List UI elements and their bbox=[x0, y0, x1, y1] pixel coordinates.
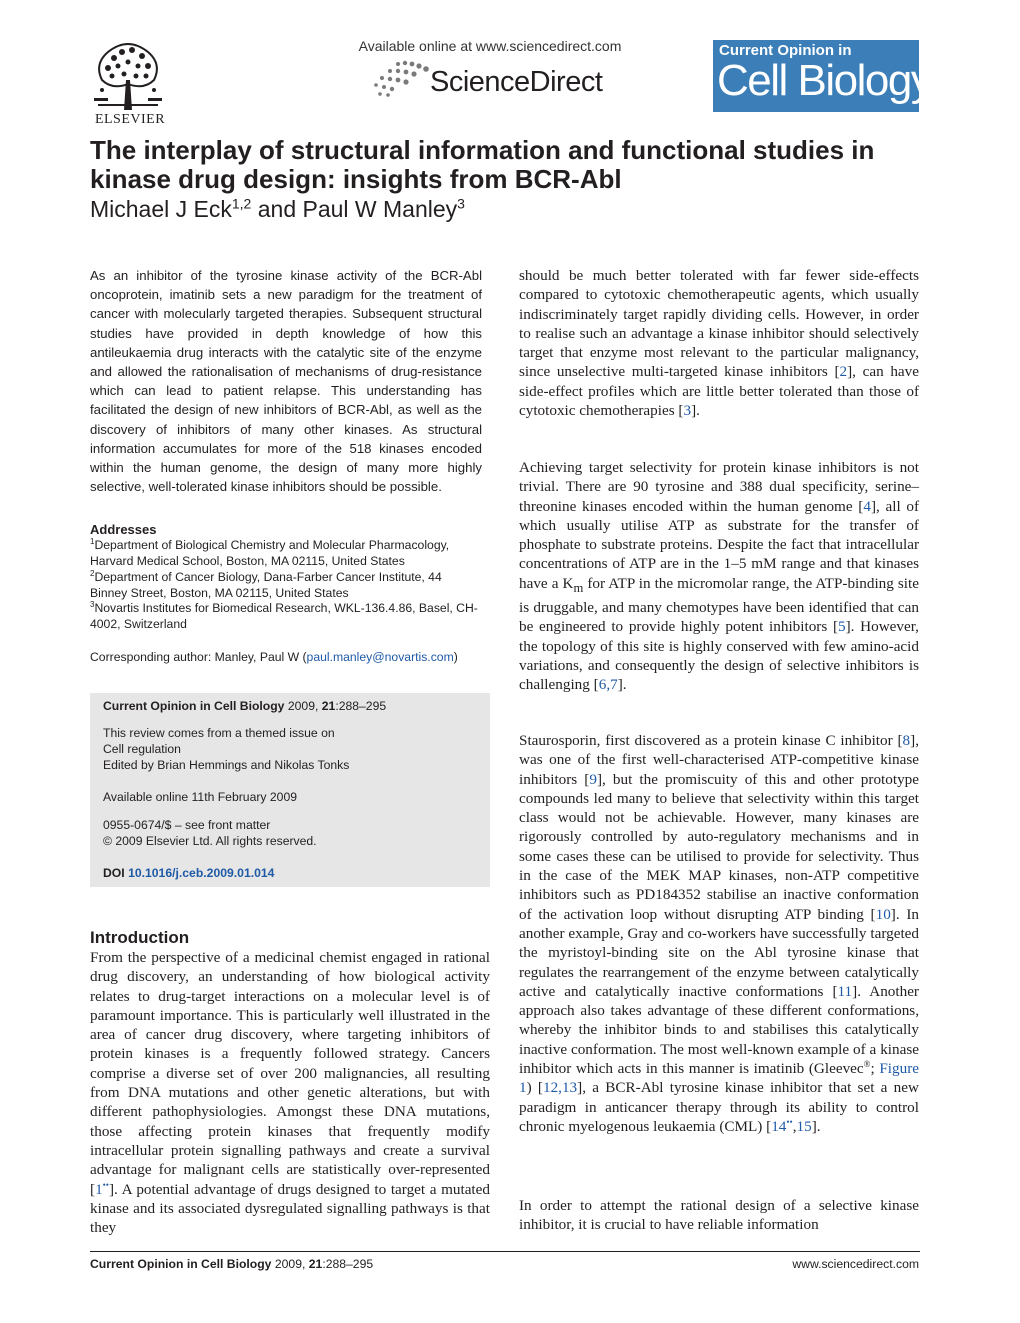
citation-link[interactable]: 2 bbox=[839, 363, 848, 381]
footer-journal-citation bbox=[90, 1257, 373, 1271]
body-paragraph: In order to attempt the rational design of a selective kinase inhibitor, it is crucial to have reliable information bbox=[519, 1197, 919, 1234]
address-item bbox=[90, 570, 482, 601]
journal-badge bbox=[713, 40, 932, 112]
citation-link[interactable]: 15 bbox=[796, 1117, 812, 1135]
corresponding-label: Corresponding author: Manley, Paul W ( bbox=[90, 650, 307, 664]
citation-link[interactable]: 11 bbox=[837, 982, 853, 1000]
address-text: Department of Biological Chemistry and Molecular Pharmacology, Harvard Medical School, Boston, MA 02115, United States bbox=[90, 538, 450, 568]
info-doi bbox=[103, 865, 483, 881]
author-name[interactable]: Michael J Eck bbox=[90, 196, 232, 222]
intro-paragraph bbox=[90, 948, 490, 1237]
info-journal-citation bbox=[103, 698, 483, 714]
author-name[interactable]: Paul W Manley bbox=[302, 196, 458, 222]
publisher-name: ELSEVIER bbox=[94, 112, 166, 127]
author-affiliation-sup[interactable]: 3 bbox=[457, 195, 465, 212]
info-journal-name: Current Opinion in Cell Biology bbox=[103, 699, 285, 713]
abstract: As an inhibitor of the tyrosine kinase activity of the BCR-Abl oncoprotein, imatinib sets a new paradigm for the treatment of cancer with molecularly targeted therapies. Subsequent structural studies have provided in depth knowledge of how this antileukaemia drug interacts with the catalytic site of the enzyme and allowed the rationalisation of mechanisms of drug-resistance which can lead to patient relapse. This understanding has facilitated the design of new inhibitors of BCR-Abl, as well as the discovery of inhibitors of many other kinases. As structural information accumulates for more of the 518 kinases encoded within the human genome, the design of many more highly selective, well-tolerated kinase inhibitors should be possible. bbox=[90, 268, 482, 495]
body-text: ], but the promiscuity of this and other prototype compounds led many to believe that selectivity within this target class would not be achievable. However, many kinases are rigorously controlled by auto-regulatory mechanisms and in some cases these can be utilised to provide for selectivity. Thus in the case of the MEK MAP kinases, non-ATP competitive inhibitors such as PD184352 stabilise an inactive conformation of the activation loop without disrupting ATP binding [ bbox=[519, 770, 919, 923]
info-journal-volume: 21 bbox=[321, 699, 336, 713]
available-online-text[interactable]: Available online at www.sciencedirect.com bbox=[358, 38, 622, 54]
body-text: ]. In another example, Gray and co-workers have successfully targeted the myristoyl-binding site on the Abl tyrosine kinase that regulates the rearrangement of the enzyme between catalytically active and catalytically inactive conformations [ bbox=[519, 905, 919, 1000]
citation-link[interactable]: 6,7 bbox=[598, 676, 618, 694]
body-text: Staurosporin, first discovered as a protein kinase C inhibitor [ bbox=[519, 732, 903, 749]
citation-link[interactable]: 1 bbox=[95, 1180, 103, 1198]
citation-link[interactable]: 8 bbox=[902, 732, 911, 749]
info-theme-name: Cell regulation bbox=[103, 742, 181, 756]
footer-journal-year: 2009, bbox=[271, 1257, 309, 1271]
citation-importance-dots: •• bbox=[102, 1179, 109, 1190]
footer-journal-name: Current Opinion in Cell Biology bbox=[90, 1257, 272, 1271]
sciencedirect-logo[interactable] bbox=[372, 58, 622, 102]
subscript-m: m bbox=[573, 580, 584, 595]
body-text: ]. bbox=[617, 676, 627, 694]
address-number: 2 bbox=[90, 568, 95, 578]
info-journal-pages: :288–295 bbox=[335, 699, 387, 713]
body-text: ]. bbox=[811, 1117, 821, 1135]
footer-journal-volume: 21 bbox=[308, 1257, 323, 1271]
body-text: ]. Another approach also takes advantage of these different conformations, whereby the inhibitor binds to and stabilises this catalytically inactive conformation. The most well-known example of a kinase inhibitor which acts in this manner is imatinib (Gleevec bbox=[519, 982, 919, 1078]
addresses-heading: Addresses bbox=[90, 522, 157, 537]
address-number: 1 bbox=[90, 536, 95, 546]
intro-text-part: From the perspective of a medicinal chemist engaged in rational drug discovery, an understanding of how biological activity relates to drug-target interactions on a molecular level is of paramount importance. This is particularly well illustrated in the area of cancer drug discovery, where targeting inhibitors of protein kinases is a frequently followed strategy. Cancers comprise a diverse set of over 200 malignancies, all resulting from DNA mutations and other genetic alterations, but with different pathophysiologies. Amongst these DNA mutations, those affecting protein kinases that frequently modify intracellular protein signalling pathways and create a survival advantage for malignant cells are statistically over-represented [ bbox=[90, 949, 490, 1198]
citation-link[interactable]: 4 bbox=[863, 497, 871, 515]
footer-divider bbox=[90, 1251, 920, 1252]
body-text: ) [ bbox=[526, 1079, 543, 1097]
info-theme bbox=[103, 725, 483, 773]
author-list bbox=[90, 196, 465, 223]
address-item bbox=[90, 601, 482, 632]
corresponding-close: ) bbox=[453, 650, 458, 664]
body-text: ; bbox=[870, 1060, 880, 1078]
article-info-box bbox=[90, 693, 490, 887]
sciencedirect-wordmark: ScienceDirect bbox=[430, 66, 603, 98]
author-separator: and bbox=[251, 196, 303, 222]
registered-mark: ® bbox=[863, 1058, 871, 1069]
body-text: ], was one of the first well-characterised ATP-competitive kinase inhibitors [ bbox=[519, 732, 919, 788]
body-text: for ATP in the micromolar range, the ATP-binding site is druggable, and many chemotypes have been identified that can be engineered to provide highly potent inhibitors [ bbox=[519, 574, 919, 636]
address-text: Novartis Institutes for Biomedical Research, WKL-136.4.86, Basel, CH-4002, Switzerland bbox=[90, 601, 478, 631]
body-text: , bbox=[792, 1117, 797, 1135]
body-paragraph bbox=[519, 458, 919, 695]
info-copyright bbox=[103, 817, 483, 849]
info-available-date: Available online 11th February 2009 bbox=[103, 790, 298, 804]
body-text: ], a BCR-Abl tyrosine kinase inhibitor that set a new paradigm in anticancer therapy through its ability to control chronic myelogenous leukaemia (CML) [ bbox=[519, 1079, 919, 1135]
citation-link[interactable]: 9 bbox=[589, 770, 597, 788]
intro-text-part: ]. A potential advantage of drugs designed to target a mutated kinase and its associated dysregulated signalling pathways is that they bbox=[90, 1180, 490, 1237]
citation-link[interactable]: 14 bbox=[771, 1117, 787, 1135]
address-text: Department of Cancer Biology, Dana-Farber Cancer Institute, 44 Binney Street, Boston, MA 02115, United States bbox=[90, 570, 442, 600]
journal-badge-line1: Current Opinion in bbox=[719, 42, 852, 59]
body-text: ], all of which usually utilise ATP as substrate for the transfer of phosphate to substrate proteins. Despite the fact that intracellular concentrations of ATP are in the 1–5 mM range and that kinases have a K bbox=[519, 497, 920, 592]
body-text: ]. bbox=[691, 402, 700, 420]
address-number: 3 bbox=[90, 599, 95, 609]
body-paragraph bbox=[519, 731, 919, 1136]
body-text: Achieving target selectivity for protein kinase inhibitors is not trivial. There are 90 tyrosine and 388 dual specificity, serine–threonine kinases encoded within the human genome [ bbox=[519, 459, 919, 515]
journal-badge-line2: Cell Biology bbox=[717, 56, 932, 105]
info-editors: Edited by Brian Hemmings and Nikolas Tonks bbox=[103, 758, 350, 772]
footer-website-link[interactable]: www.sciencedirect.com bbox=[792, 1257, 919, 1271]
doi-link[interactable]: 10.1016/j.ceb.2009.01.014 bbox=[128, 866, 275, 880]
body-text: ], can have side-effect profiles which are little better tolerated than those of cytotoxic chemotherapies [ bbox=[519, 363, 919, 420]
footer-journal-pages: :288–295 bbox=[322, 1257, 374, 1271]
citation-link[interactable]: 3 bbox=[683, 402, 692, 420]
body-paragraph bbox=[519, 266, 919, 420]
citation-link[interactable]: 5 bbox=[838, 618, 846, 636]
article-title: The interplay of structural information and functional studies in kinase drug design: insights from BCR-Abl bbox=[90, 135, 875, 194]
corresponding-author bbox=[90, 650, 490, 666]
body-text: ]. However, the topology of this site is highly conserved with few amino-acid variations, and consequently the design of selective inhibitors is challenging [ bbox=[519, 618, 919, 694]
author-affiliation-sup[interactable]: 1,2 bbox=[231, 195, 252, 212]
sciencedirect-dots-icon bbox=[372, 58, 434, 98]
citation-link[interactable]: 12,13 bbox=[542, 1079, 578, 1097]
citation-importance-dots: •• bbox=[786, 1116, 793, 1127]
elsevier-tree-icon bbox=[88, 40, 168, 110]
address-item bbox=[90, 538, 482, 569]
info-journal-year: 2009, bbox=[284, 699, 322, 713]
corresponding-email-link[interactable]: paul.manley@novartis.com bbox=[306, 650, 454, 664]
section-heading-introduction: Introduction bbox=[90, 928, 190, 947]
figure-link[interactable]: Figure 1 bbox=[519, 1060, 919, 1097]
info-theme-line: This review comes from a themed issue on bbox=[103, 726, 335, 740]
info-doi-label: DOI bbox=[103, 866, 129, 880]
info-copyright-line: © 2009 Elsevier Ltd. All rights reserved. bbox=[103, 834, 317, 848]
citation-link[interactable]: 10 bbox=[875, 905, 891, 923]
info-issn: 0955-0674/$ – see front matter bbox=[103, 818, 271, 832]
body-text: should be much better tolerated with far fewer side-effects compared to cytotoxic chemotherapeutic agents, which usually indiscriminately target rapidly dividing cells. However, in order to realise such an advantage a kinase inhibitor should selectively target that enzyme most relevant to the particular malignancy, since unselective multi-targeted kinase inhibitors [ bbox=[519, 267, 919, 381]
